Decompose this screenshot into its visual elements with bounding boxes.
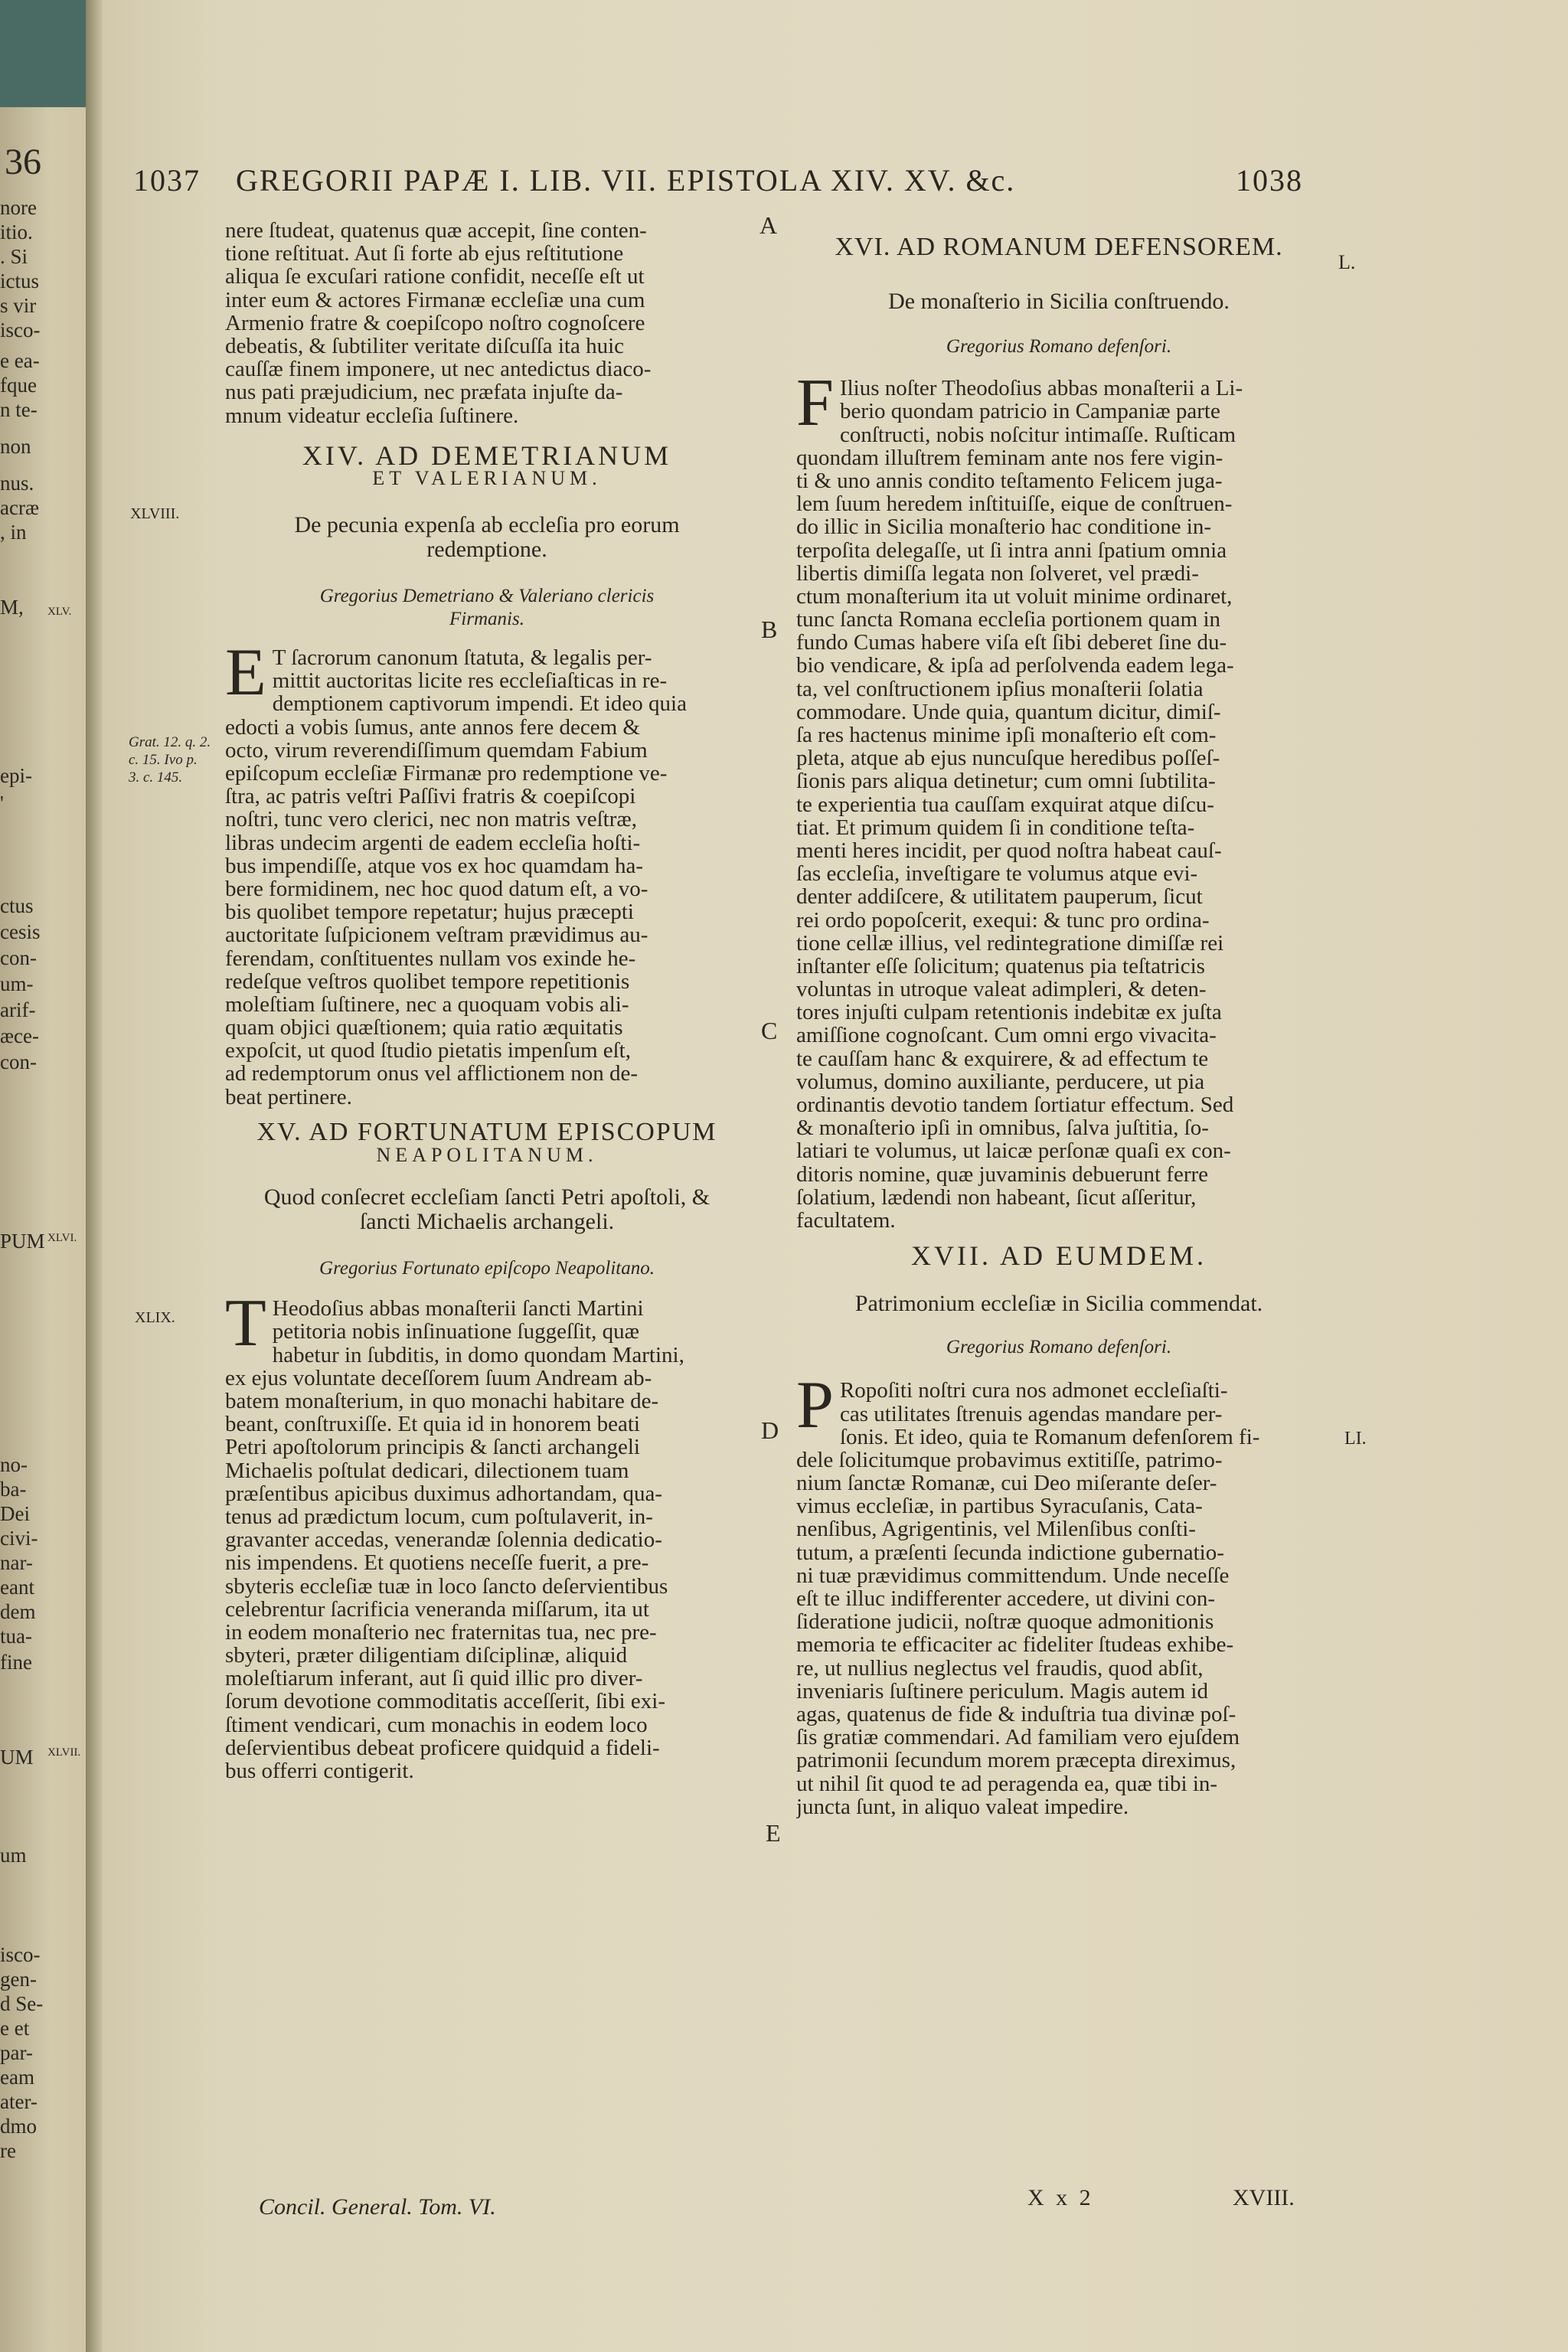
text-line: juncta ſunt, in aliquo valeat impedire. xyxy=(796,1795,1129,1818)
page-number-right: 1038 xyxy=(1236,163,1303,198)
epistle-xvii-summary: Patrimonium eccleſiæ in Sicilia commendat. xyxy=(854,1291,1263,1317)
canon-reference-note xyxy=(129,733,211,786)
text-line: debeatis, & ſubtiliter veritate diſcuſſa ita huic xyxy=(225,334,625,358)
text-line: tores injuſti culpam retentionis indebitæ ex juſta xyxy=(796,1001,1222,1024)
text-line: Petri apoſtolorum principis & ſancti archangeli xyxy=(225,1436,640,1459)
text-line: tione cellæ illius, vel redintegratione dimiſſæ rei xyxy=(796,931,1224,955)
dropcap: T xyxy=(225,1286,266,1361)
text-line: eſt te illuc indifferenter accedere, ut divini con- xyxy=(796,1587,1215,1611)
text-line: dele ſolicitumque probavimus extitiſſe, patrimo- xyxy=(796,1448,1223,1472)
left-page-fragment: eam xyxy=(0,2066,34,2089)
text-line: patrimonii ſecundum morem præcepta direximus, xyxy=(796,1749,1236,1772)
epistle-xv-summary xyxy=(225,1185,749,1234)
epistle-xv-title-line2: NEAPOLITANUM. xyxy=(376,1144,598,1167)
left-page-fragment: acræ xyxy=(0,496,39,519)
left-page-fragment: isco- xyxy=(0,318,41,341)
text-line: ſa res hactenus minime ipſi monaſterio eſt com- xyxy=(796,724,1217,747)
epistle-xvi-greeting: Gregorius Romano defenſori. xyxy=(946,336,1172,358)
signature-line: Concil. General. Tom. VI. xyxy=(259,2194,496,2220)
left-page-fragment: e ea- xyxy=(0,349,40,372)
text-line: ſtra, ac patris veſtri Paſſivi fratris & coepiſcopi xyxy=(225,785,636,808)
margin-number-xlviii: XLVIII. xyxy=(130,505,180,522)
left-page-fragment: UM xyxy=(0,1746,34,1769)
text-line: mnum videatur eccleſia ſuſtinere. xyxy=(225,403,519,427)
text-line: octo, virum reverendiſſimum quemdam Fabium xyxy=(225,738,648,763)
text-line: latiari te volumus, ut laicæ perſonæ quaſi ex con- xyxy=(796,1139,1231,1163)
summary-line: Quod conſecret eccleſiam ſancti Petri apoſtoli, & xyxy=(263,1184,710,1210)
text-line: edocti a vobis ſumus, ante annos fere decem & xyxy=(225,715,640,739)
epistle-xvii-title: XVII. AD EUMDEM. xyxy=(911,1240,1207,1272)
text-line: bus offerri contigerit. xyxy=(225,1759,414,1783)
summary-line: ſancti Michaelis archangeli. xyxy=(359,1209,615,1235)
epistle-xiv-summary xyxy=(225,513,749,562)
left-page-fragment: con- xyxy=(0,1050,37,1073)
epistle-xvi-title: XVI. AD ROMANUM DEFENSOREM. xyxy=(835,233,1283,261)
text-line: celebrentur ſacrificia veneranda miſſarum, ita ut xyxy=(225,1597,649,1621)
left-page-fragment: par- xyxy=(0,2041,33,2064)
text-line: petitoria nobis inſinuatione ſuggeſſit, quæ xyxy=(272,1320,640,1344)
left-page-fragment: PUM xyxy=(0,1230,45,1253)
left-page-fragment: , in xyxy=(0,521,27,544)
text-line: do illic in Sicilia monaſterio hac conditione in- xyxy=(796,515,1212,539)
left-page-fragment: epi- xyxy=(0,764,32,787)
text-line: ti & uno annis condito teſtamento Felicem juga- xyxy=(796,469,1223,493)
text-line: te cauſſam hanc & exquirere, & ad effectum te xyxy=(796,1047,1209,1070)
text-line: tutum, a præſenti ſecunda indictione gubernatio- xyxy=(796,1540,1224,1564)
left-page-fragment: tua- xyxy=(0,1625,32,1648)
text-line: Ropoſiti noſtri cura nos admonet eccleſiaſti- xyxy=(839,1379,1228,1403)
left-page-margin-number: XLVII. xyxy=(47,1746,81,1759)
text-line: ex ejus voluntate deceſſorem ſuum Andream ab- xyxy=(225,1366,652,1390)
epistle-xv-body xyxy=(225,1286,749,1783)
left-page-fragment: gen- xyxy=(0,1968,37,1991)
section-letter-e: E xyxy=(766,1819,781,1847)
section-letter-d: D xyxy=(761,1416,779,1444)
epistle-xvi-body xyxy=(796,366,1321,1233)
left-page-fragment: dem xyxy=(0,1600,36,1623)
text-line: ordinantis devotio tandem ſortiatur effectum. Sed xyxy=(796,1093,1234,1117)
text-line: tiat. Et primum quidem ſi in conditione teſta- xyxy=(796,815,1195,839)
text-line: re, ut nullius neglectus vel fraudis, quod abſit, xyxy=(796,1656,1204,1680)
text-line: berio quondam patricio in Campaniæ parte xyxy=(839,400,1220,423)
text-line: fundo Cumas habere viſa eſt ſibi deberet ſine du- xyxy=(796,631,1227,655)
left-page-fragment: con- xyxy=(0,946,37,969)
text-line: inter eum & actores Firmanæ eccleſiæ una cum xyxy=(225,288,645,312)
text-line: ditoris nomine, quæ juvaminis debuerunt ferre xyxy=(796,1162,1209,1186)
text-line: epiſcopum eccleſiæ Firmanæ pro redemptione ve- xyxy=(225,762,668,786)
text-line: Michaelis poſtulat dedicari, dilectionem tuam xyxy=(225,1459,629,1482)
epistle-xiv-title-line2: ET VALERIANUM. xyxy=(372,466,602,489)
text-line: sbyteris eccleſiæ tuæ in loco ſancto deſervientibus xyxy=(225,1574,668,1598)
text-line: ſiderationе judicii, noſtræ quoque admonitionis xyxy=(796,1610,1214,1634)
text-line: cas utilitates ſtrenuis agendas mandare per- xyxy=(839,1402,1223,1426)
text-line: nus pati præjudicium, nec præfata injuſte da- xyxy=(225,381,623,404)
left-page-fragment: n te- xyxy=(0,398,38,421)
left-page-fragment: nus. xyxy=(0,472,34,495)
left-page-fragment: ctus xyxy=(0,894,34,917)
text-line: Armenio fratre & coepiſcopo noſtro cognoſcere xyxy=(225,311,645,335)
text-line: ni tuæ prævidimus committendum. Unde neceſſe xyxy=(796,1563,1230,1588)
section-letter-b: B xyxy=(761,616,778,643)
text-line: ſonis. Et ideo, quia te Romanum defenſorem fi- xyxy=(839,1425,1260,1449)
left-page-number: 36 xyxy=(5,142,41,182)
running-head xyxy=(133,162,1328,205)
left-page-fragment: M, xyxy=(0,596,24,619)
text-line: volumus, domino auxiliante, perducere, ut pia xyxy=(796,1070,1205,1094)
text-line: denter addiſcere, & utilitatem pauperum, ſicut xyxy=(796,885,1203,909)
text-line: expoſcit, ut quod ſtudio pietatis impenſum eſt, xyxy=(225,1039,631,1063)
left-page-fragment: e et xyxy=(0,2017,30,2040)
left-page-fragment: re xyxy=(0,2139,16,2162)
text-line: ſionis pars aliqua detinetur; cum omni ſubtilita- xyxy=(796,769,1216,793)
left-page-fragment: nore xyxy=(0,196,37,219)
margin-number-xlix: XLIX. xyxy=(135,1309,175,1326)
epistle-xiv-title: XIV. AD DEMETRIANUM xyxy=(302,439,672,471)
text-line: libertis dimiſſa legata non ſolveret, vel prædi- xyxy=(796,561,1199,585)
left-page-fragment: ictus xyxy=(0,270,39,292)
left-page-fragment: . Si xyxy=(0,245,28,268)
text-line: beant, conſtruxiſſe. Et quia id in honorem beati xyxy=(225,1413,640,1436)
left-page-fragment: s vir xyxy=(0,294,37,317)
text-line: quondam illuſtrem feminam ante nos fere vigin- xyxy=(796,446,1223,469)
text-line: moleſtiarum inferant, aut ſi quid illic pro diver- xyxy=(225,1667,643,1690)
epistle-xv-greeting: Gregorius Fortunato epiſcopo Neapolitano. xyxy=(319,1258,655,1279)
text-line: inſtanter eſſe ſolicitum; quatenus pia teſtatricis xyxy=(796,954,1205,978)
left-page-fragment: eant xyxy=(0,1576,34,1599)
epistle-xvi-summary: De monaſterio in Sicilia conſtruendo. xyxy=(888,289,1230,315)
text-line: ſtiment vendicari, cum monachis in eodem loco xyxy=(225,1713,648,1736)
text-line: ſolatium, lædendi non habeant, ſicut aſſeritur, xyxy=(796,1185,1197,1209)
epistle-xv-title: XV. AD FORTUNATUM EPISCOPUM xyxy=(256,1117,717,1146)
text-line: ſorum devotione commoditatis acceſſerit, ſibi exi- xyxy=(225,1690,666,1713)
text-line: Ilius noſter Theodoſius abbas monaſterii a Li- xyxy=(839,377,1243,400)
text-line: nere ſtudeat, quatenus quæ accepit, ſine conten- xyxy=(225,219,647,243)
text-line: cauſſæ finem imponere, ut nec antedictus diaco- xyxy=(225,358,652,381)
text-line: nenſibus, Agrigentinis, vel Milenſibus conſti- xyxy=(796,1517,1196,1541)
running-head-title: GREGORII PAPÆ I. LIB. VII. EPISTOLA XIV. XV. &c. xyxy=(236,163,1016,198)
left-page-fragment: arif- xyxy=(0,998,36,1021)
text-line: te experientia tua cauſſam exquirat atque diſcu- xyxy=(796,792,1214,816)
text-line: sbyteri, præter diligentiam diſciplinæ, aliquid xyxy=(225,1644,628,1668)
text-line: bus impendiſſe, atque vos ex hoc quamdam ha- xyxy=(225,854,644,877)
text-line: lem ſuum heredem inſtituiſſe, eique de conſtruen- xyxy=(796,492,1233,516)
text-line: in eodem monaſterio nec fraternitas tua, nec pre- xyxy=(225,1620,657,1645)
text-line: tenus ad prædictum locum, cum poſtulaverit, in- xyxy=(225,1504,653,1529)
left-page-fragment: nar- xyxy=(0,1551,33,1574)
text-line: tione reſtituat. Aut ſi forte ab ejus reſtitutione xyxy=(225,242,624,266)
signature-mark: X x 2 xyxy=(1027,2185,1094,2210)
text-line: inveniaris ſuſtinere periculum. Magis autem id xyxy=(796,1679,1208,1703)
text-line: ad redemptorum onus vel afflictionem non de- xyxy=(225,1062,639,1086)
text-line: ctum monaſterium ita ut voluit minime ordinaret, xyxy=(796,584,1233,609)
left-page-fragment: ba- xyxy=(0,1478,27,1501)
text-line: ſis gratiæ commendari. Ad familiam vero ejuſdem xyxy=(796,1726,1240,1749)
left-page-fragment: d Se- xyxy=(0,1992,44,2015)
text-line: moleſtiam ſuſtinere, nec a quoquam vobis ali- xyxy=(225,992,629,1017)
summary-line: De pecunia expenſa ab eccleſia pro eorum xyxy=(294,512,680,538)
text-line: pleta, atque ab ejus nuncuſque heredibus poſſeſ- xyxy=(796,746,1220,770)
text-line: bere formidinem, nec hoc quod datum eſt, a vo- xyxy=(225,877,648,901)
left-page-fragment: isco- xyxy=(0,1943,41,1966)
dropcap: F xyxy=(796,366,834,441)
dropcap: P xyxy=(796,1368,834,1443)
text-line: agas, quatenus de fide & induſtria tua divinæ poſ- xyxy=(796,1702,1236,1726)
left-page-margin-number: XLVI. xyxy=(47,1232,77,1244)
right-column xyxy=(796,233,1321,1818)
epistle-xiv-body xyxy=(225,635,749,1109)
text-line: voluntas in utroque valeat adimpleri, & deten- xyxy=(796,978,1207,1001)
text-line: demptionem captivorum impendi. Et ideo quia xyxy=(272,692,687,716)
left-page-fragment: no- xyxy=(0,1453,28,1476)
text-line: facultatem. xyxy=(796,1208,896,1233)
text-line: vimus eccleſiæ, in partibus Syracuſanis, Cata- xyxy=(796,1494,1203,1518)
text-line: deſervientibus debeat proficere quidquid a fideli- xyxy=(225,1736,660,1759)
text-line: nis impendens. Et quotiens neceſſe fuerit, a pre- xyxy=(225,1551,649,1575)
left-page-margin-number: XLV. xyxy=(47,606,72,618)
text-line: memoria te efficaciter ac fideliter ſtudeas exhibe- xyxy=(796,1633,1234,1657)
text-line: batem monaſterium, in quo monachi habitare de- xyxy=(225,1390,659,1413)
text-line: habetur in ſubditis, in domo quondam Martini, xyxy=(272,1343,684,1367)
text-line: bis quolibet tempore repetatur; hujus præcepti xyxy=(225,900,634,924)
greeting-line: Firmanis. xyxy=(449,609,524,630)
text-line: commodare. Unde quia, quantum dicitur, dimiſ- xyxy=(796,700,1221,724)
left-page-fragment: cesis xyxy=(0,920,41,943)
left-page-fragment: itio. xyxy=(0,220,33,243)
epistle-xvii-body xyxy=(796,1368,1321,1818)
left-page-fragment: æce- xyxy=(0,1024,39,1047)
text-line: ut nihil ſit quod te ad peragenda ea, quæ tibi in- xyxy=(796,1772,1218,1795)
greeting-line: Gregorius Demetriano & Valeriano clericis xyxy=(319,586,655,607)
left-page-fragment: civi- xyxy=(0,1527,38,1550)
text-line: & monaſterio ipſi in omnibus, ſalva juſtitia, ſo- xyxy=(796,1116,1209,1140)
text-line: T ſacrorum canonum ſtatuta, & legalis per- xyxy=(272,646,652,670)
text-line: ferendam, conſtituentes nullam vos exinde he- xyxy=(225,946,636,970)
text-line: libras undecim argenti de eadem eccleſia hoſti- xyxy=(225,831,641,854)
note-line: 3. c. 145. xyxy=(129,769,183,786)
catchword: XVIII. xyxy=(1233,2185,1295,2210)
left-page-fragment: Dei xyxy=(0,1502,30,1525)
margin-number-l: L. xyxy=(1338,251,1356,273)
text-line: ta, vel conſtructionem ipſius monaſterii ſolatia xyxy=(796,677,1204,701)
left-page-fragment: um- xyxy=(0,972,34,995)
note-line: c. 15. Ivo p. xyxy=(129,752,198,768)
left-page-fragment: um xyxy=(0,1844,27,1867)
page-number-left: 1037 xyxy=(133,163,201,198)
text-line: menti heres incidit, per quod noſtra habeat cauſ- xyxy=(796,838,1222,863)
text-line: Heodoſius abbas monaſterii ſancti Martini xyxy=(272,1297,644,1321)
text-line: nium ſanctæ Romanæ, cui Deo miſerante deſer- xyxy=(796,1472,1217,1495)
intro-text xyxy=(225,219,749,427)
text-line: mittit auctoritas licite res eccleſiaſticas in re- xyxy=(272,669,668,693)
left-page-fragment: fine xyxy=(0,1651,32,1674)
text-line: ſas eccleſia, inveſtigare te volumus atque evi- xyxy=(796,862,1198,886)
text-line: quam objici quæſtionem; quia ratio æquitatis xyxy=(225,1016,623,1040)
epistle-xiv-greeting xyxy=(225,585,749,631)
text-line: præſentibus apicibus duximus adhortandam, qua- xyxy=(225,1481,663,1505)
left-page-fragment: dmo xyxy=(0,2115,38,2138)
section-letter-c: C xyxy=(761,1017,778,1044)
note-line: Grat. 12. q. 2. xyxy=(129,734,211,750)
left-page-edge xyxy=(0,107,90,2352)
left-page-fragment: ater- xyxy=(0,2090,38,2113)
dropcap: E xyxy=(225,635,266,710)
text-line: noſtri, tunc vero clerici, nec non matris veſtræ, xyxy=(225,808,637,831)
text-line: beat pertinere. xyxy=(225,1085,352,1109)
text-line: tunc ſancta Romana eccleſia portionem quam in xyxy=(796,608,1221,632)
text-line: redeſque veſtros quolibet tempore repetitionis xyxy=(225,969,630,993)
epistle-xvii-greeting: Gregorius Romano defenſori. xyxy=(946,1337,1172,1358)
text-line: aliqua ſe excuſari ratione confidit, neceſſe eſt ut xyxy=(225,265,645,289)
text-line: amiſſione cognoſcant. Cum omni ergo vivacita- xyxy=(796,1024,1217,1047)
left-page-fragment: fque xyxy=(0,374,37,397)
summary-line: redemptione. xyxy=(426,537,547,563)
text-line: bio vendicare, & ipſa ad perſolvenda eadem lega- xyxy=(796,654,1234,678)
margin-number-li: LI. xyxy=(1344,1429,1367,1449)
text-line: rei ordo popoſcerit, exequi: & tunc pro ordina- xyxy=(796,908,1210,932)
left-page-fragment: non xyxy=(0,435,31,458)
left-page-fragment: ' xyxy=(0,792,4,815)
text-line: terpoſita delegaſſe, ut ſi intra anni ſpatium omnia xyxy=(796,538,1227,562)
section-letter-a: A xyxy=(760,211,778,239)
text-line: conſtructi, nobis noſcitur intimaſſe. Ruſticam xyxy=(839,423,1236,446)
text-line: auctoritate ſuſpicionem veſtram prævidimus au- xyxy=(225,923,648,947)
left-column xyxy=(225,219,749,1782)
text-line: gravanter accedas, venerandæ ſolennia dedicatio- xyxy=(225,1528,662,1552)
